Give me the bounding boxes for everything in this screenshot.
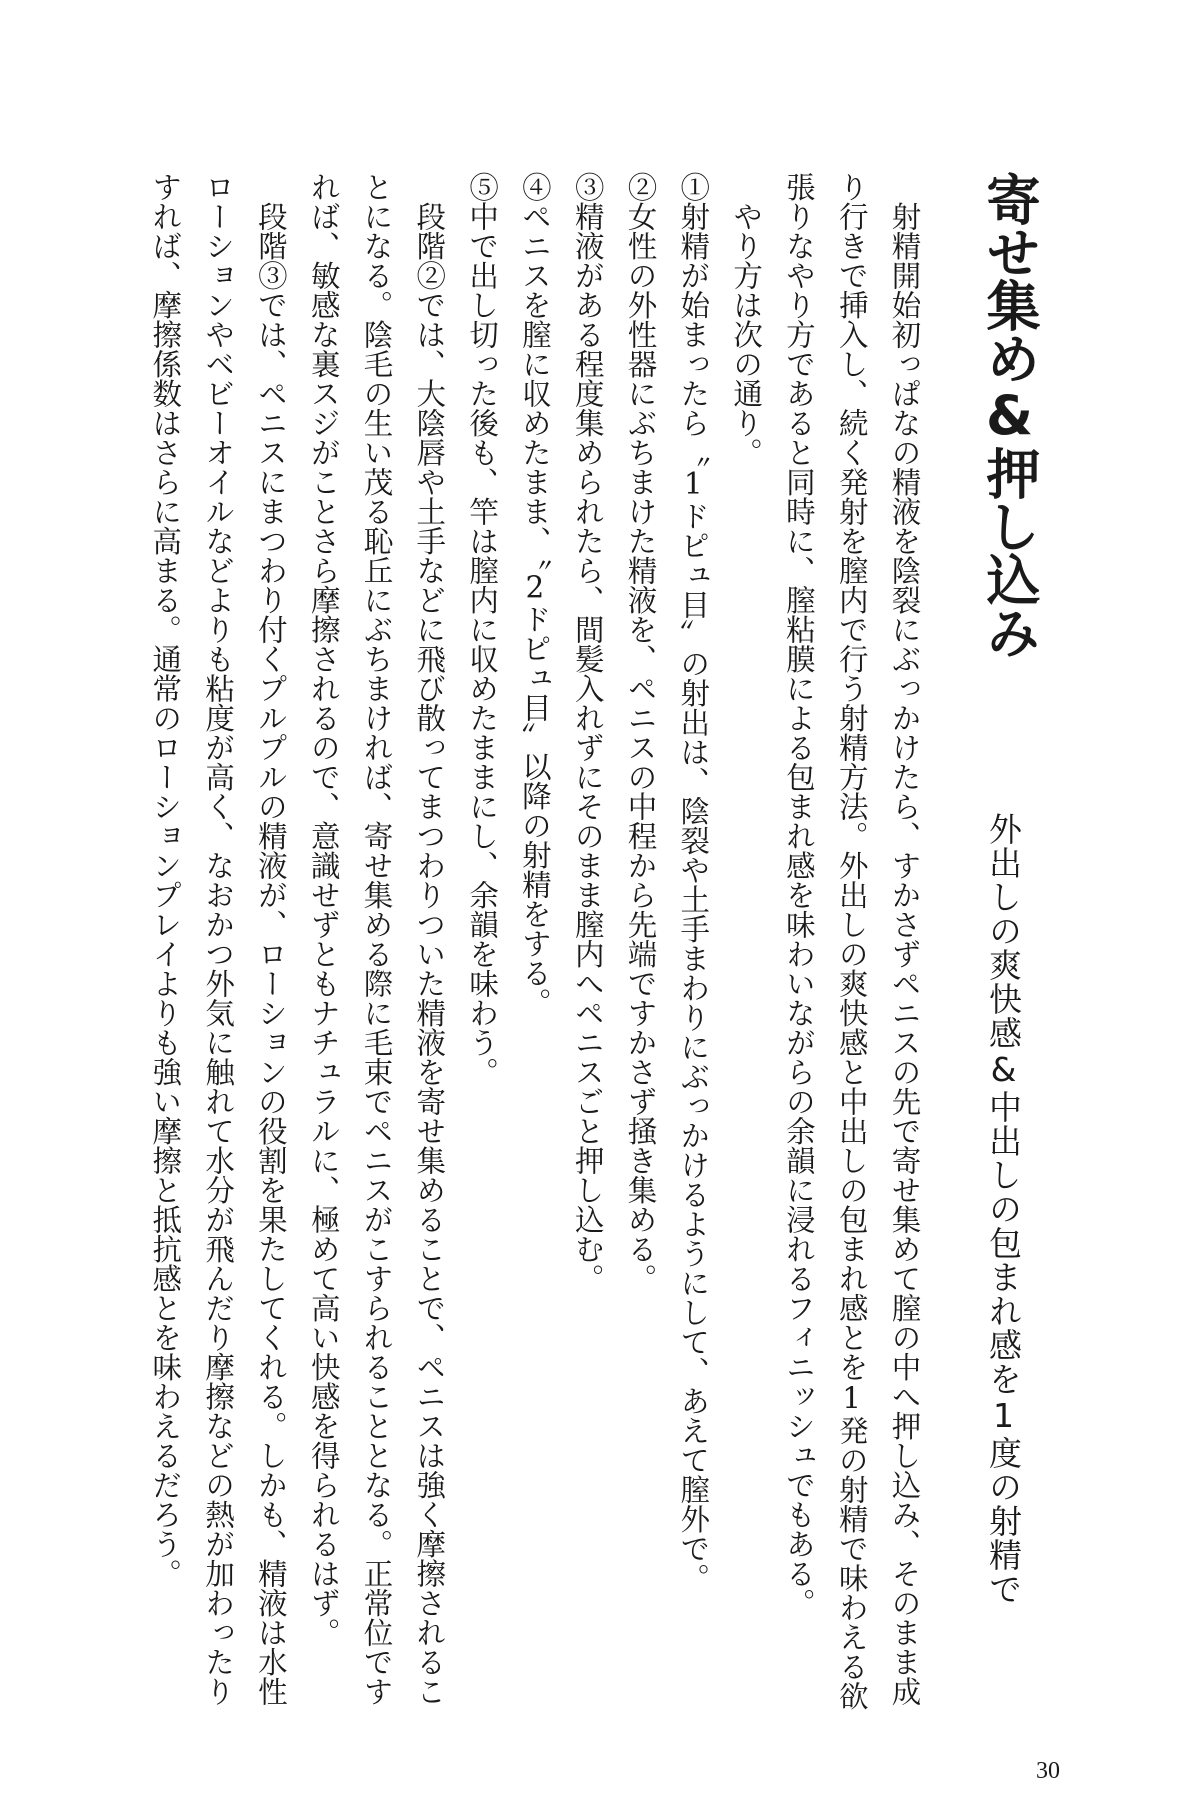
text-line: すれば、摩擦係数はさらに高まる。通常のローションプレイよりも強い摩擦と抵抗感とを味わえるだろう。 [148,172,183,1588]
text-column [126,172,183,1588]
text-column [496,172,552,1018]
text-line: り行きで挿入し、続く発射を膣内で行う射精方法。外出しの爽快感と中出しの包まれ感とを1発の射精で味わえる欲 [834,172,869,1711]
text-line: 段階②では、大陰唇や土手などに飛び散ってまつわりついた精液を寄せ集めることで、ペニスは強く摩擦されるこ [412,172,447,1706]
text-line: 段階③では、ペニスにまつわり付くプルプルの精液が、ローションの役割を果たしてくれる。しかも、精液は水性 [253,172,288,1706]
text-column [707,172,764,467]
text-column [285,172,341,1647]
text-column [443,172,500,1087]
section-title: 寄せ集め&押し込み [978,172,1041,658]
text-column [813,172,869,1711]
text-line: やり方は次の通り。 [729,172,764,467]
text-line: ①射精が始まったら〝1ドピュ目〟の射出は、陰裂や土手まわりにぶっかけるようにして、あえて膣外で。 [676,172,711,1593]
text-line: 射精開始初っぱなの精液を陰裂にぶっかけたら、すかさずペニスの先で寄せ集めて膣の中へ押し込み、そのまま成 [887,172,922,1706]
page-number: 30 [1036,1758,1060,1784]
text-column [549,172,605,1293]
text-line: ⑤中で出し切った後も、竿は膣内に収めたままにし、余韻を味わう。 [465,172,500,1087]
text-line: ローションやベビーオイルなどよりも粘度が高く、なおかつ外気に触れて水分が飛んだり摩擦などの熱が加わったり [201,172,236,1706]
text-column [654,172,711,1593]
text-line: ②女性の外性器にぶちまけた精液を、ペニスの中程から先端ですかさず掻き集める。 [623,172,658,1293]
text-line: ④ペニスを膣に収めたまま、〝2ドピュ目〟以降の射精をする。 [517,172,552,1018]
text-line: 張りなやり方であると同時に、膣粘膜による包まれ感を味わいながらの余韻に浸れるフィニッシュでもある。 [781,172,816,1618]
text-column [602,172,658,1293]
text-column [866,172,922,1706]
text-column [232,172,288,1706]
text-line: ③精液がある程度集められたら、間髪入れずにそのまま膣内へペニスごと押し込む。 [570,172,605,1293]
text-column [338,172,394,1706]
text-column [179,172,236,1706]
text-column [390,172,447,1706]
section-subtitle: 外出しの爽快感&中出しの包まれ感を1度の射精で [984,812,1023,1606]
text-line: とになる。陰毛の生い茂る恥丘にぶちまければ、寄せ集める際に毛束でペニスがこすられることとなる。正常位です [359,172,394,1706]
text-column [760,172,816,1618]
text-line: れば、敏感な裏スジがことさら摩擦されるので、意識せずともナチュラルに、極めて高い快感を得られるはず。 [306,172,341,1647]
